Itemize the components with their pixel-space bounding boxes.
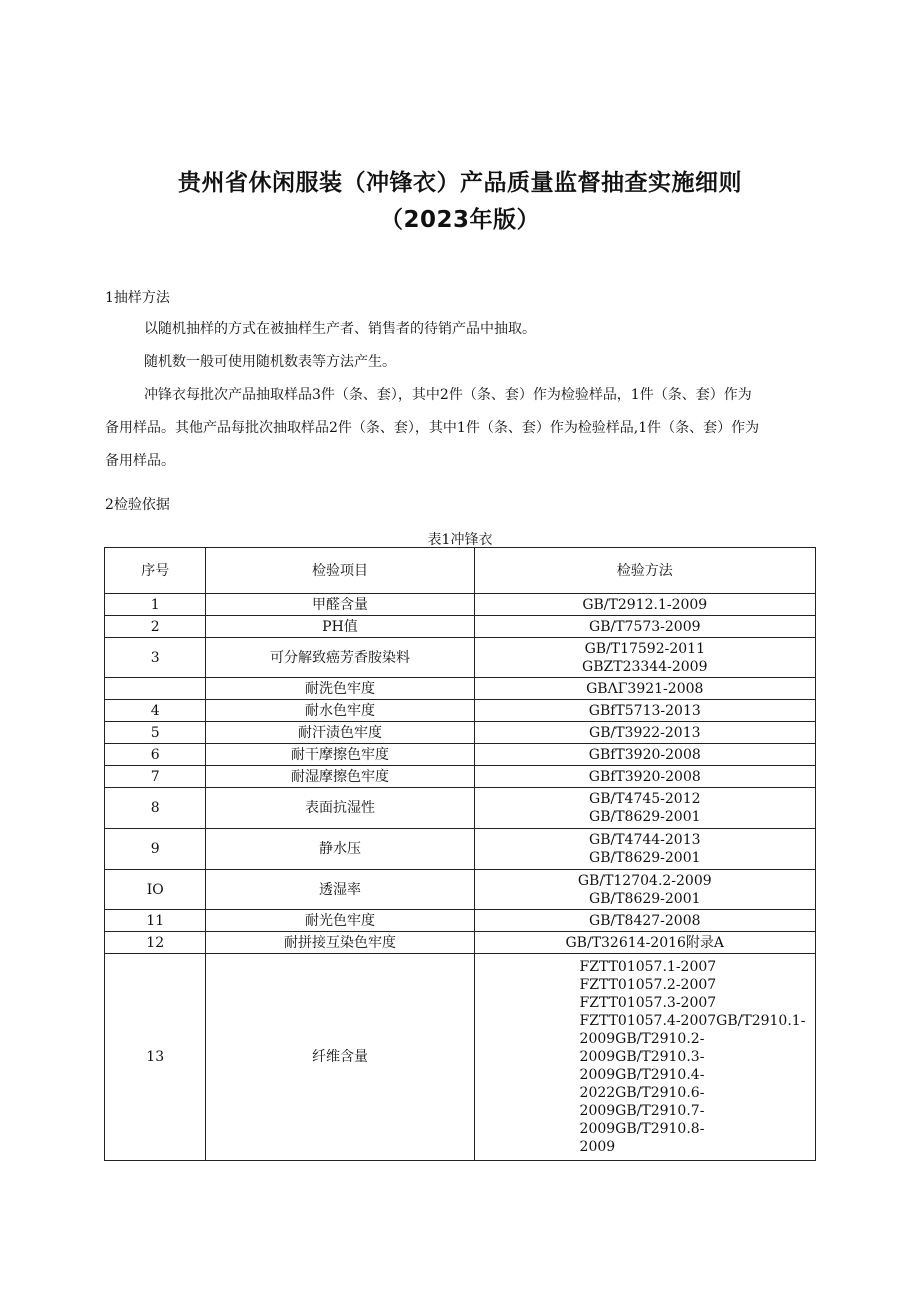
row-item: 静水压	[206, 829, 474, 870]
row-item: 可分解致癌芳香胺染料	[206, 638, 474, 678]
row-item: 纤维含量	[206, 954, 474, 1161]
row-item: 耐汗渍色牢度	[206, 722, 474, 744]
document-subtitle: （2023年版）	[379, 207, 540, 233]
table-row	[105, 700, 816, 722]
table-row	[105, 829, 816, 870]
method-line: GBfT5713-2013	[588, 702, 701, 719]
row-method	[474, 954, 815, 1161]
method-line: GB/T8427-2008	[589, 912, 701, 929]
row-item: 甲醛含量	[206, 594, 474, 616]
row-number: 6	[105, 744, 206, 766]
table-row	[105, 910, 816, 932]
method-line: FZTT01057.3-2007	[579, 995, 717, 1011]
row-method	[474, 744, 815, 766]
header-no: 序号	[105, 548, 206, 594]
table-row	[105, 954, 816, 1161]
row-item: 耐洗色牢度	[206, 678, 474, 700]
row-number: 8	[105, 788, 206, 829]
table-row	[105, 638, 816, 678]
row-number: IO	[105, 870, 206, 910]
table-row	[105, 678, 816, 700]
method-line: GB/T17592-2011	[584, 640, 705, 657]
row-number: 13	[105, 954, 206, 1161]
row-method	[474, 700, 815, 722]
method-line: GB/T32614-2016附录A	[565, 934, 725, 951]
method-line: FZTT01057.2-2007	[579, 977, 717, 993]
row-item: 耐拼接互染色牢度	[206, 932, 474, 954]
row-item: 耐湿摩擦色牢度	[206, 766, 474, 788]
row-method	[474, 678, 815, 700]
paragraph-3-line-1: 冲锋衣每批次产品抽取样品3件（条、套），其中2件（条、套）作为检验样品，1件（条、套）作为	[144, 387, 752, 403]
method-line: GB/T4745-2012	[589, 791, 701, 807]
row-number: 7	[105, 766, 206, 788]
method-line: GBfT3920-2008	[588, 768, 701, 785]
method-line: 2009GB/T2910.4-2022GB/T2910.6-	[579, 1067, 705, 1101]
row-number: 12	[105, 932, 206, 954]
row-method	[474, 722, 815, 744]
row-method	[474, 638, 815, 678]
row-number	[105, 678, 206, 700]
row-item: 透湿率	[206, 870, 474, 910]
row-item: 耐光色牢度	[206, 910, 474, 932]
section-1-body	[105, 313, 820, 478]
table-row	[105, 722, 816, 744]
method-line: GB/T2912.1-2009	[582, 596, 708, 613]
table-caption: 表1冲锋衣	[427, 532, 493, 548]
method-line: FZTT01057.4-2007GB/T2910.1-	[579, 1013, 806, 1029]
method-line: GBΛΓ3921-2008	[586, 680, 704, 697]
row-number: 9	[105, 829, 206, 870]
row-item: 表面抗湿性	[206, 788, 474, 829]
section-2-heading: 2检验依据	[105, 497, 170, 513]
row-method	[474, 910, 815, 932]
table-row	[105, 744, 816, 766]
method-line: GB/T8629-2001	[589, 850, 701, 866]
row-method	[474, 788, 815, 829]
method-line: 2009GB/T2910.7-2009GB/T2910.8-	[579, 1103, 705, 1137]
table-row	[105, 766, 816, 788]
method-line: GBZT23344-2009	[582, 658, 708, 675]
table-row	[105, 594, 816, 616]
row-number: 11	[105, 910, 206, 932]
method-line: 2009GB/T2910.2-2009GB/T2910.3-	[579, 1031, 705, 1065]
row-item: PH值	[206, 616, 474, 638]
table-row	[105, 616, 816, 638]
row-item: 耐干摩擦色牢度	[206, 744, 474, 766]
method-line: GB/T7573-2009	[589, 618, 701, 635]
table-row	[105, 870, 816, 910]
row-number: 5	[105, 722, 206, 744]
method-line: GB/T8629-2001	[589, 890, 701, 907]
inspection-table	[104, 547, 816, 1161]
row-method	[474, 870, 815, 910]
header-method: 检验方法	[474, 548, 815, 594]
row-method	[474, 829, 815, 870]
method-line: FZTT01057.1-2007	[579, 959, 717, 975]
section-1-heading: 1抽样方法	[105, 290, 170, 306]
paragraph-3-line-3: 备用样品。	[105, 453, 175, 469]
row-method	[474, 594, 815, 616]
header-item: 检验项目	[206, 548, 474, 594]
document-title: 贵州省休闲服装（冲锋衣）产品质量监督抽查实施细则	[178, 170, 742, 196]
row-number: 4	[105, 700, 206, 722]
paragraph-3-line-2: 备用样品。其他产品每批次抽取样品2件（条、套），其中1件（条、套）作为检验样品,1件（条、套）作为	[105, 420, 760, 436]
method-line: GB/T12704.2-2009	[577, 872, 712, 889]
method-line: GBfT3920-2008	[588, 746, 701, 763]
table-row	[105, 788, 816, 829]
paragraph-2: 随机数一般可使用随机数表等方法产生。	[144, 354, 396, 370]
paragraph-1: 以随机抽样的方式在被抽样生产者、销售者的待销产品中抽取。	[144, 321, 536, 337]
row-item: 耐水色牢度	[206, 700, 474, 722]
row-number: 3	[105, 638, 206, 678]
method-line: GB/T4744-2013	[589, 832, 701, 848]
row-number: 1	[105, 594, 206, 616]
method-line: GB/T8629-2001	[589, 809, 701, 825]
row-method	[474, 616, 815, 638]
row-method	[474, 932, 815, 954]
method-line: GB/T3922-2013	[589, 724, 701, 741]
method-line: 2009	[579, 1139, 616, 1155]
row-number: 2	[105, 616, 206, 638]
row-method	[474, 766, 815, 788]
table-row	[105, 932, 816, 954]
table-header-row	[105, 548, 816, 594]
